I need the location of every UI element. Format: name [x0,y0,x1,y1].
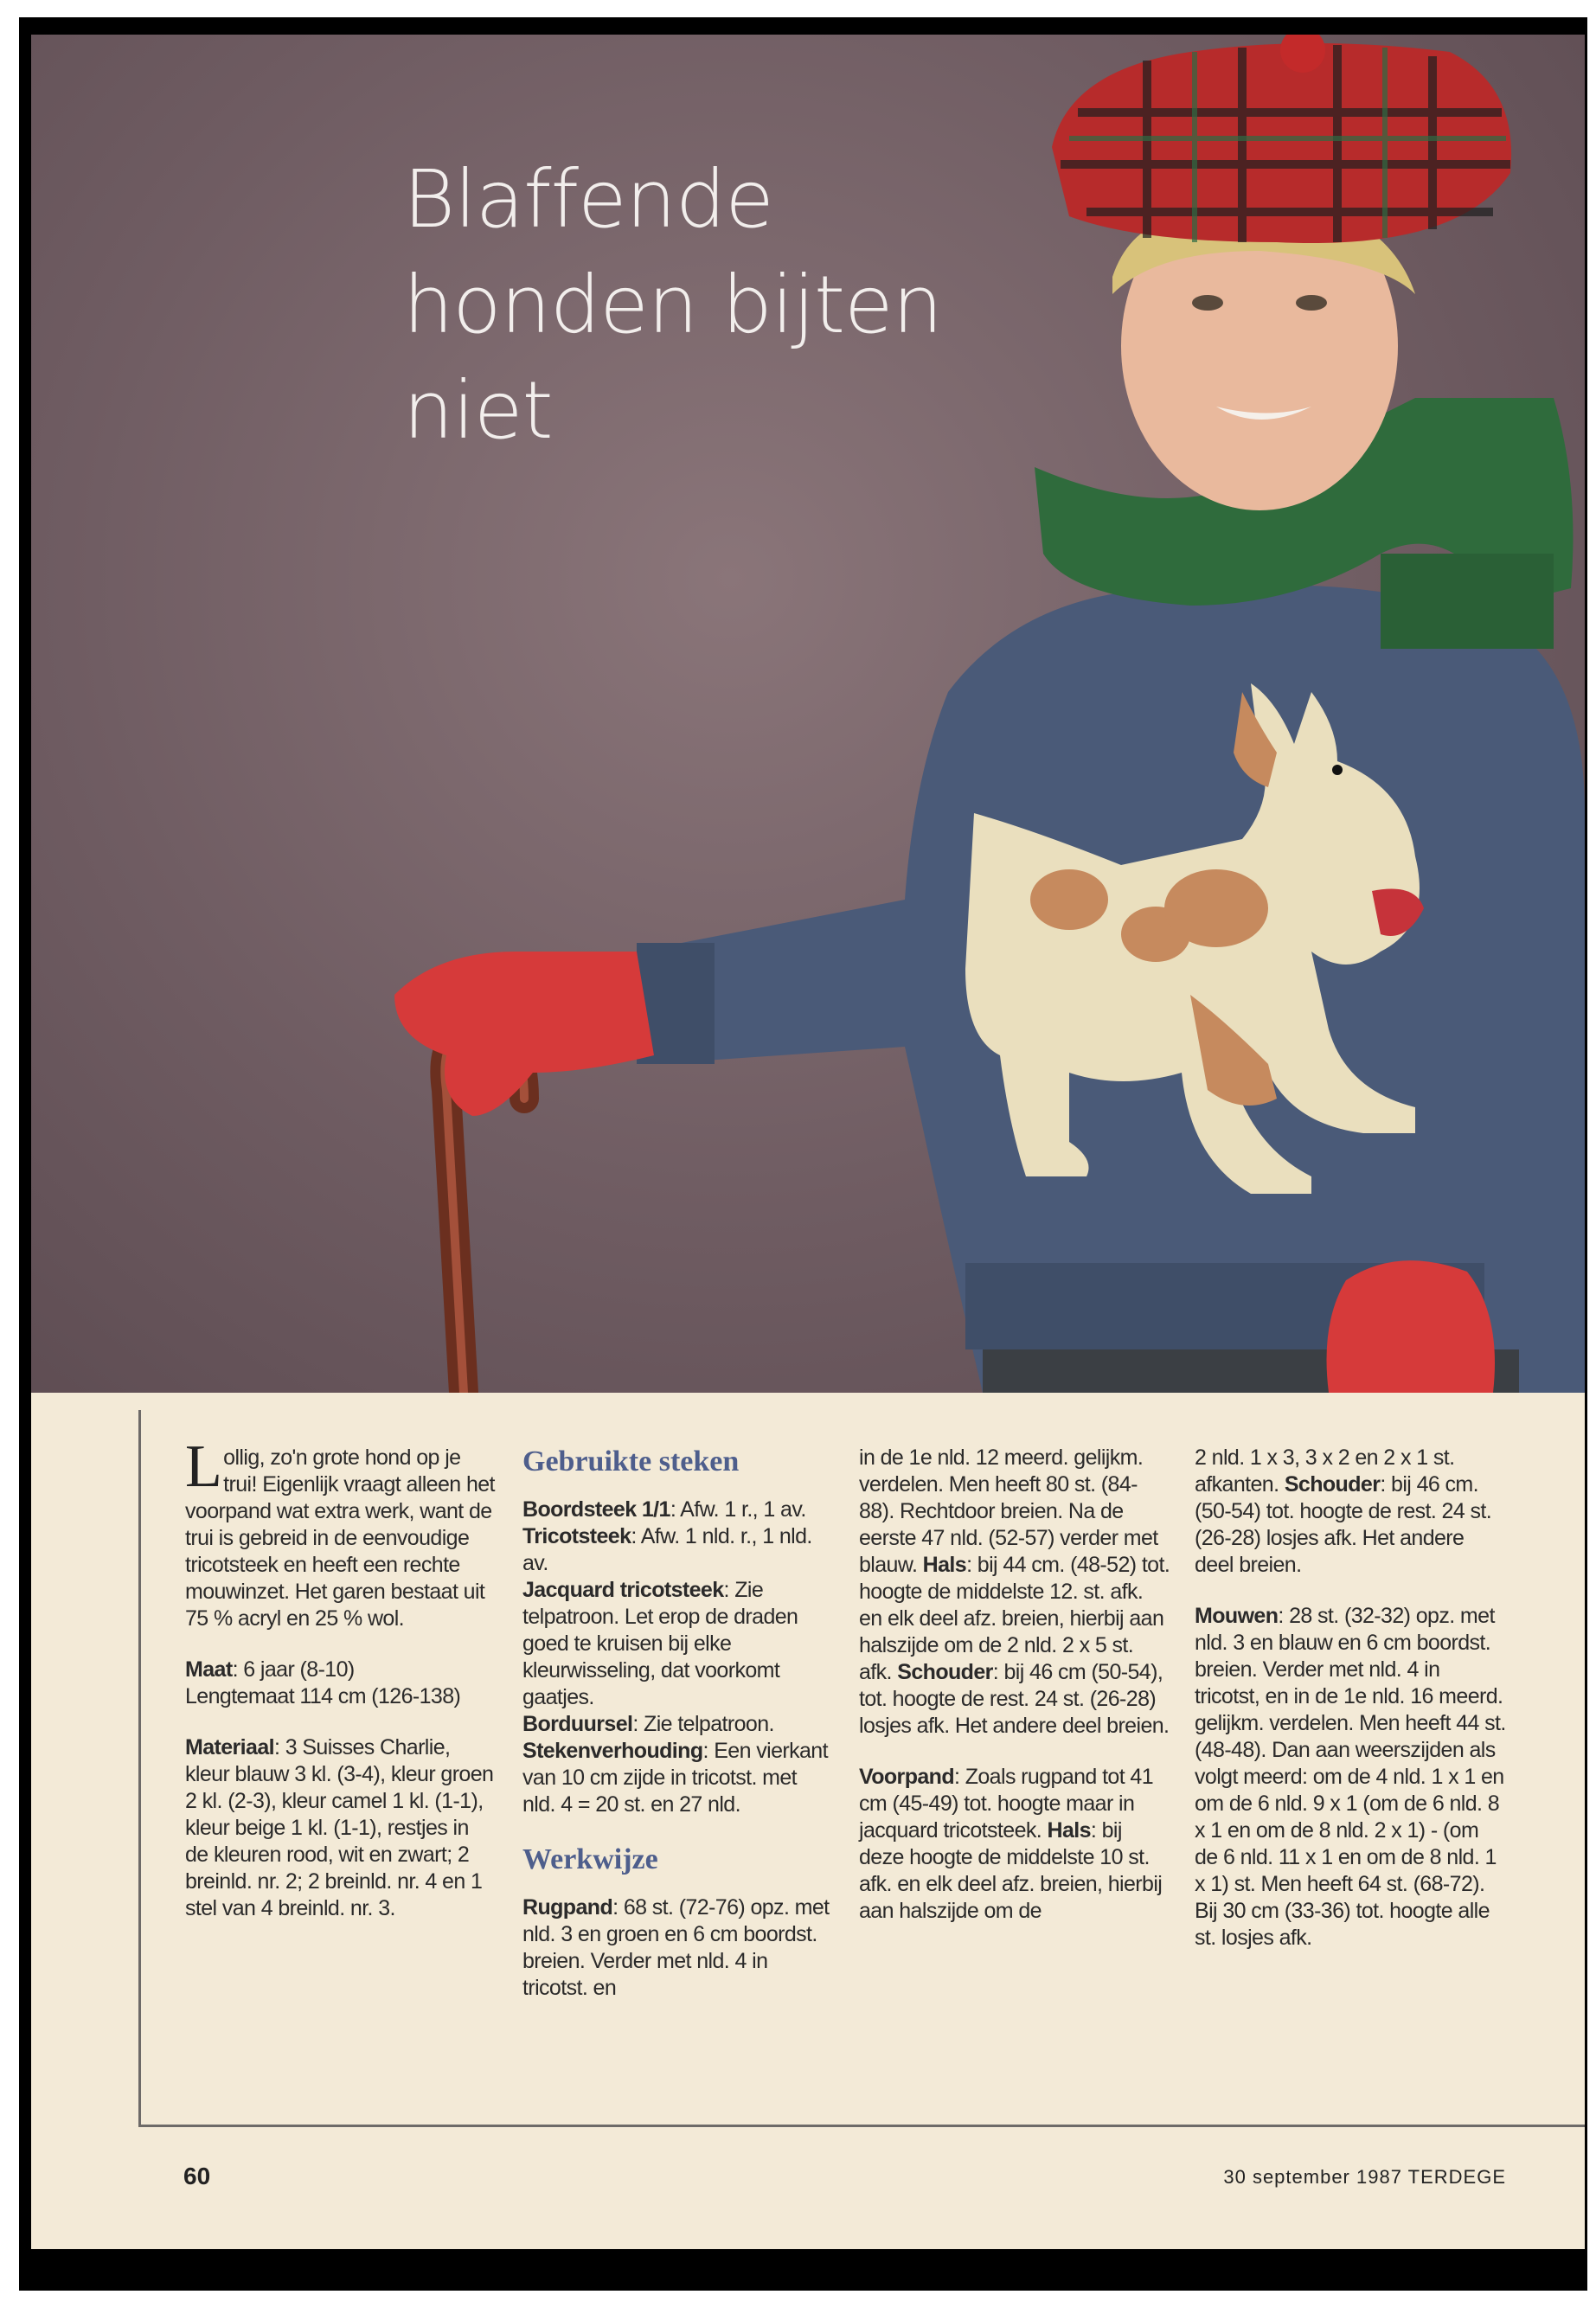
werkwijze-heading: Werkwijze [522,1843,658,1875]
bottom-rule [138,2125,1585,2127]
maat-label: Maat [185,1657,233,1682]
cover-photo [31,35,1585,1393]
mouwen-paragraph: Mouwen: 28 st. (32-32) opz. met nld. 3 en blauw en 6 cm boordst. breien. Verder met nld. 4 in tricotst, en in de 1e nld. 16 meerd. gelijkm. verdelen. Men heeft 44 st. (48-48). Dan aan weerszijden als volgt meerd: om de 4 nld. 1 x 1 en om de 6 nld. 9 x 1 (om de 6 nld. 8 x 1 en om de 8 nld. 2 x 1) - (om de 6 nld. 11 x 1 en om de 8 nld. 1 x 1) st. Men heeft 64 st. (68-72). Bij 30 cm (33-36) tot. hoogte alle st. losjes afk. [1195,1604,1506,1950]
title-line-2: honden bijten [403,259,942,351]
page-number: 60 [183,2163,211,2189]
steek-jacquard: Jacquard tricotsteek: Zie telpatroon. Let erop de draden goed te kruisen bij elke kleurwisseling, dat voorkomt gaatjes. [522,1578,798,1709]
column-1 [185,1433,497,1946]
voorpand-continued: 2 nld. 1 x 3, 3 x 2 en 2 x 1 st. afkanten. Schouder: bij 46 cm. (50-54) tot. hoogte de rest. 24 st. (26-28) losjes afk. Het andere deel breien. [1195,1445,1492,1577]
column-2 [522,1445,834,2026]
article-title [403,147,1009,464]
column-4 [1195,1445,1506,1976]
intro-text: ollig, zo'n grote hond op je trui! Eigenlijk vraagt alleen het voorpand wat extra werk, want de trui is gebreid in de eenvoudige tricotsteek en heeft een rechte mouwinzet. Het garen bestaat uit 75 % acryl en 25 % wol. [185,1445,495,1631]
title-line-1: Blaffende [403,153,773,246]
rugpand-continued: in de 1e nld. 12 meerd. gelijkm. verdelen. Men heeft 80 st. (84-88). Rechtdoor breien. Na de eerste 47 nld. (52-57) verder met blauw. Hals: bij 44 cm. (48-52) tot. hoogte de middelste 12. st. afk. en elk deel afz. breien, hierbij aan halszijde om de 2 nld. 2 x 5 st. afk. Schouder: bij 46 cm (50-54), tot. hoogte de rest. 24 st. (26-28) losjes afk. Het andere deel breien. [859,1445,1170,1738]
steken-heading: Gebruikte steken [522,1445,740,1477]
steek-borduursel: Borduursel: Zie telpatroon. [522,1712,774,1736]
lengtemaat: Lengtemaat 114 cm (126-138) [185,1684,461,1708]
column-3 [859,1445,1170,1949]
issue-date: 30 september 1987 TERDEGE [1223,2166,1506,2188]
steek-boordsteek: Boordsteek 1/1: Afw. 1 r., 1 av. [522,1497,806,1522]
column-rule [138,1410,141,2126]
materiaal-paragraph: Materiaal: 3 Suisses Charlie, kleur blauw 3 kl. (3-4), kleur groen 2 kl. (2-3), kleur camel 1 kl. (1-1), kleur beige 1 kl. (1-1), restjes in de kleuren rood, wit en zwart; 2 breinld. nr. 2; 2 breinld. nr. 4 en 1 stel van 4 breinld. nr. 3. [185,1735,494,1920]
title-line-3: niet [403,364,553,457]
materiaal-label: Materiaal [185,1735,274,1759]
voorpand-paragraph: Voorpand: Zoals rugpand tot 41 cm (45-49) tot. hoogte maar in jacquard tricotsteek. Hals: bij deze hoogte de middelste 10 st. afk. en elk deel afz. breien, hierbij aan halszijde om de [859,1765,1163,1923]
drop-cap: L [185,1433,222,1500]
maat-paragraph: Maat: 6 jaar (8-10) Lengtemaat 114 cm (126-138) [185,1657,461,1708]
rugpand-paragraph: Rugpand: 68 st. (72-76) opz. met nld. 3 en groen en 6 cm boordst. breien. Verder met nld. 4 in tricotst. en [522,1895,830,2000]
steek-stekenverhouding: Stekenverhouding: Een vierkant van 10 cm zijde in tricotst. met nld. 4 = 20 st. en 27 nld. [522,1739,828,1817]
steek-tricotsteek: Tricotsteek: Afw. 1 nld. r., 1 nld. av. [522,1524,812,1575]
intro-paragraph [185,1433,497,1632]
